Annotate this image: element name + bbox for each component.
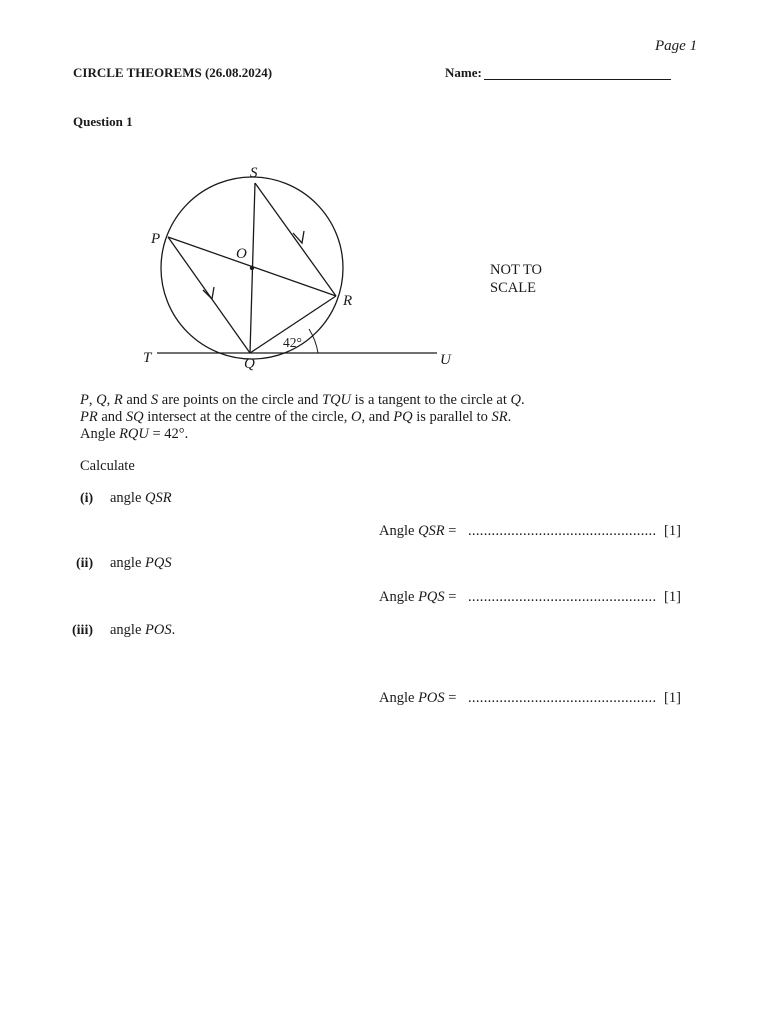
parallel-arrow-SR: [293, 231, 304, 243]
text-run: POS: [145, 622, 172, 638]
text-run: .: [507, 409, 512, 425]
text-run: S: [150, 392, 159, 408]
text-run: Q: [510, 392, 521, 408]
text-run: RQU: [119, 426, 149, 442]
text-run: =: [444, 523, 457, 539]
angle-label: 42°: [283, 335, 302, 350]
text-run: =: [444, 589, 457, 605]
part-i-number: (i): [80, 491, 94, 506]
part-iii-answer-label: [379, 690, 456, 707]
part-ii-answer-label: [379, 589, 456, 606]
statement-line-2: [80, 409, 511, 426]
worksheet-title: CIRCLE THEOREMS (26.08.2024): [73, 65, 273, 80]
text-run: ,: [88, 392, 97, 408]
text-run: =: [444, 690, 457, 706]
text-run: angle: [110, 490, 146, 506]
text-run: P: [80, 392, 89, 408]
statement-line-3: [80, 426, 188, 443]
text-run: POS: [418, 690, 445, 706]
label-T: T: [143, 350, 152, 366]
centre-point-O: [250, 266, 254, 270]
text-run: SR: [491, 409, 508, 425]
text-run: O: [350, 409, 362, 425]
text-run: R: [113, 392, 123, 408]
text-run: angle: [110, 555, 146, 571]
text-run: , and: [361, 409, 394, 425]
text-run: Q: [96, 392, 107, 408]
name-label: Name:: [445, 65, 482, 80]
part-ii-marks: [1]: [664, 589, 681, 605]
text-run: .: [171, 622, 176, 638]
part-i-text: [110, 490, 172, 507]
label-O: O: [236, 246, 247, 262]
label-S: S: [250, 165, 258, 181]
chord-SR: [255, 183, 336, 296]
text-run: and: [122, 392, 151, 408]
text-run: .: [520, 392, 525, 408]
label-P: P: [151, 231, 161, 247]
text-run: PR: [80, 409, 98, 425]
part-iii-text: [110, 622, 175, 639]
not-to-scale-note: NOT TO SCALE: [490, 262, 542, 296]
text-run: QSR: [418, 523, 445, 539]
text-run: is parallel to: [412, 409, 492, 425]
text-run: and: [97, 409, 126, 425]
page-number: Page 1: [655, 38, 698, 54]
label-Q: Q: [244, 356, 255, 372]
statement-line-1: [80, 392, 525, 409]
part-i-answer-line[interactable]: ................................................: [468, 523, 657, 539]
text-run: Angle: [80, 426, 120, 442]
text-run: Angle: [379, 690, 419, 706]
question-heading: Question 1: [73, 114, 133, 129]
instruction-text: Calculate: [80, 458, 135, 474]
text-run: SQ: [125, 409, 144, 425]
part-iii-marks: [1]: [664, 690, 681, 706]
text-run: are points on the circle and: [158, 392, 323, 408]
label-U: U: [440, 352, 451, 368]
part-ii-number: (ii): [76, 556, 94, 571]
part-i-answer-label: [379, 523, 456, 540]
part-ii-answer-line[interactable]: ................................................: [468, 589, 657, 605]
text-run: Angle: [379, 523, 419, 539]
part-ii-text: [110, 555, 172, 572]
text-run: Angle: [379, 589, 419, 605]
part-iii-number: (iii): [72, 623, 93, 638]
text-run: PQS: [418, 589, 445, 605]
part-iii-answer-line[interactable]: ................................................: [468, 690, 657, 706]
text-run: = 42°.: [148, 426, 189, 442]
text-run: ,: [106, 392, 114, 408]
text-run: PQS: [145, 555, 172, 571]
part-i-marks: [1]: [664, 523, 681, 539]
label-R: R: [343, 293, 353, 309]
text-run: QSR: [145, 490, 172, 506]
circle-theorem-diagram: [0, 0, 768, 380]
text-run: intersect at the centre of the circle,: [143, 409, 351, 425]
text-run: angle: [110, 622, 146, 638]
text-run: TQU: [322, 392, 352, 408]
text-run: is a tangent to the circle at: [351, 392, 511, 408]
text-run: PQ: [393, 409, 413, 425]
